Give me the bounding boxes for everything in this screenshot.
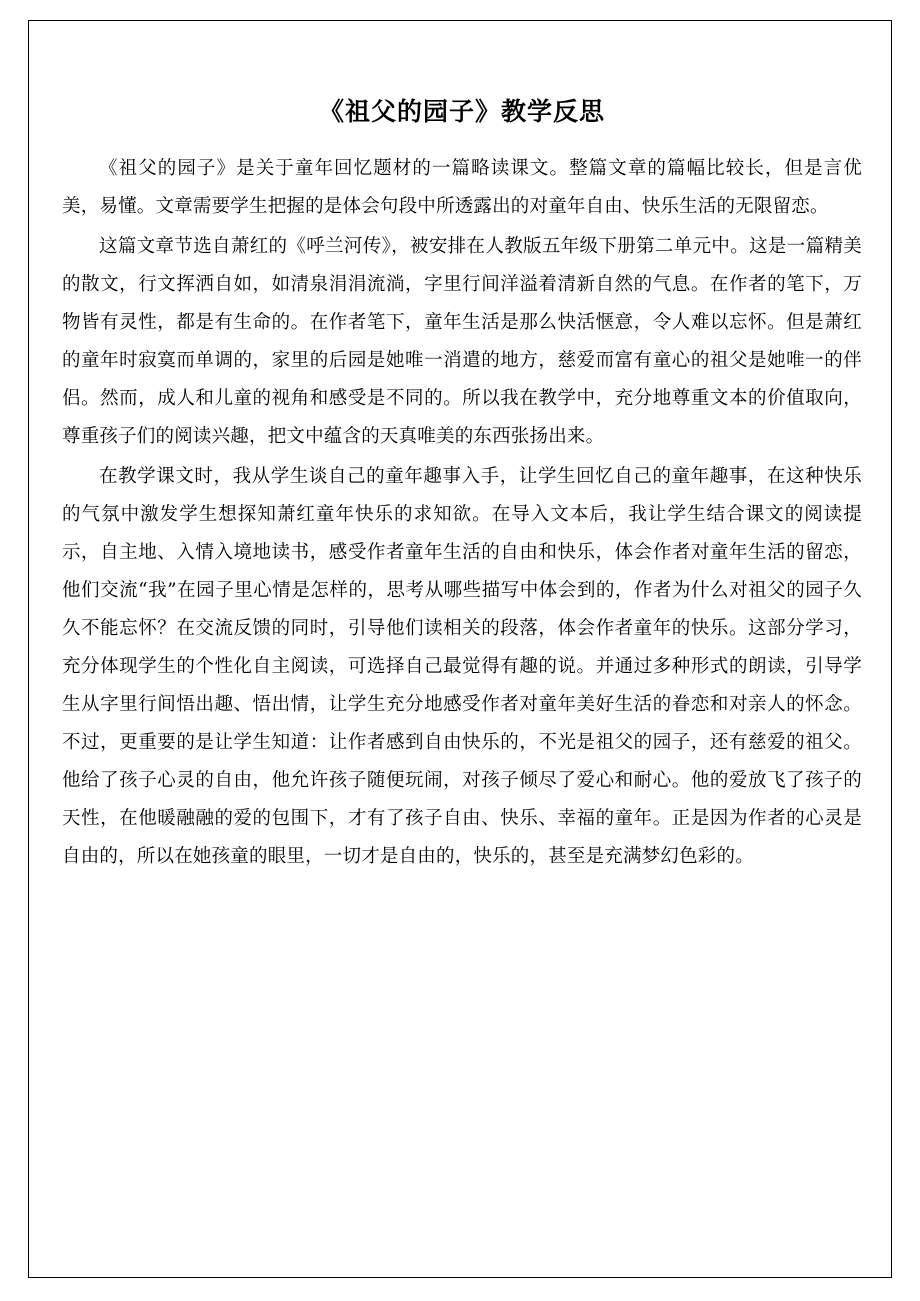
paragraph-2: 这篇文章节选自萧红的《呼兰河传》，被安排在人教版五年级下册第二单元中。这是一篇精美的散文，行文挥洒自如，如清泉涓涓流淌，字里行间洋溢着清新自然的气息。在作者的笔下，万物皆有灵性，都是有生命的。在作者笔下，童年生活是那么快活惬意，令人难以忘怀。但是萧红的童年时寂寞而单调的，家里的后园是她唯一消遣的地方，慈爱而富有童心的祖父是她唯一的伴侣。然而，成人和儿童的视角和感受是不同的。所以我在教学中，充分地尊重文本的价值取向，尊重孩子们的阅读兴趣，把文中蕴含的天真唯美的东西张扬出来。 <box>62 236 862 447</box>
paragraph-3: 在教学课文时，我从学生谈自己的童年趣事入手，让学生回忆自己的童年趣事，在这种快乐的气氛中激发学生想探知萧红童年快乐的求知欲。在导入文本后，我让学生结合课文的阅读提示，自主地、入情入境地读书，感受作者童年生活的自由和快乐，体会作者对童年生活的留恋，他们交流“我”在园子里心情是怎样的，思考从哪些描写中体会到的，作者为什么对祖父的园子久久不能忘怀？在交流反馈的同时，引导他们读相关的段落，体会作者童年的快乐。这部分学习，充分体现学生的个性化自主阅读，可选择自己最觉得有趣的说。并通过多种形式的朗读，引导学生从字里行间悟出趣、悟出情，让学生充分地感受作者对童年美好生活的眷恋和对亲人的怀念。不过，更重要的是让学生知道：让作者感到自由快乐的，不光是祖父的园子，还有慈爱的祖父。他给了孩子心灵的自由，他允许孩子随便玩闹，对孩子倾尽了爱心和耐心。他的爱放飞了孩子的天性，在他暖融融的爱的包围下，才有了孩子自由、快乐、幸福的童年。正是因为作者的心灵是自由的，所以在她孩童的眼里，一切才是自由的，快乐的，甚至是充满梦幻色彩的。 <box>62 466 862 867</box>
paragraph-1: 《祖父的园子》是关于童年回忆题材的一篇略读课文。整篇文章的篇幅比较长，但是言优美，易懂。文章需要学生把握的是体会句段中所透露出的对童年自由、快乐生活的无限留恋。 <box>62 158 862 217</box>
page-title: 《祖父的园子》教学反思 <box>318 97 605 126</box>
document-content <box>62 92 862 878</box>
